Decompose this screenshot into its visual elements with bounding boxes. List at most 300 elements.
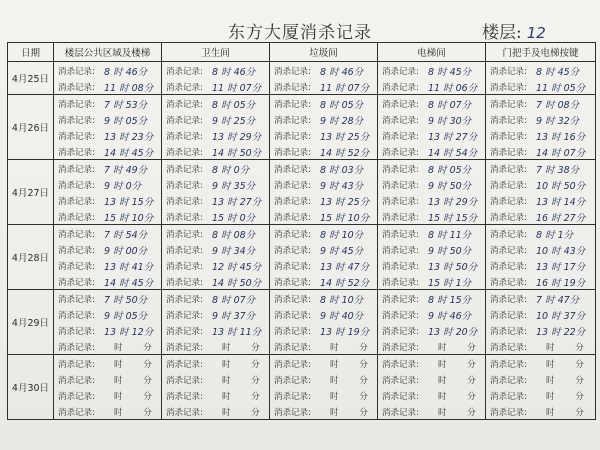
record-time: 7 时 47分: [536, 295, 580, 306]
record-time: 9 时 05分: [104, 311, 148, 322]
record-label: 消杀记录:: [490, 246, 527, 256]
record-time-blank: 时 分: [114, 360, 152, 370]
record-label: 消杀记录:: [490, 230, 527, 240]
record-label: 消杀记录:: [490, 67, 527, 77]
record-entry: [270, 290, 377, 306]
record-time: 9 时 35分: [212, 181, 256, 192]
record-label: 消杀记录:: [166, 197, 203, 207]
record-cell: [270, 95, 378, 160]
record-time: 8 时 0分: [212, 165, 250, 176]
record-label: 消杀记录:: [274, 262, 311, 272]
record-time: 13 时 29分: [428, 197, 478, 208]
record-time: 13 时 11分: [212, 327, 262, 338]
record-entry: [54, 176, 161, 192]
record-label: 消杀记录:: [382, 295, 419, 305]
date-cell: 4月29日: [8, 290, 54, 355]
record-entry: [486, 241, 595, 257]
record-label: 消杀记录:: [490, 100, 527, 110]
record-time: 7 时 49分: [104, 165, 148, 176]
record-entry: [486, 338, 595, 354]
record-entry: [486, 62, 595, 78]
record-time-blank: 时 分: [330, 343, 368, 353]
record-label: 消杀记录:: [490, 376, 527, 386]
record-entry: [486, 208, 595, 224]
record-time: 11 时 06分: [428, 83, 478, 94]
record-label: 消杀记录:: [58, 67, 95, 77]
disinfection-table: [7, 42, 596, 420]
record-entry: [162, 176, 269, 192]
record-entry: [378, 160, 485, 176]
record-label: 消杀记录:: [490, 278, 527, 288]
record-entry: [378, 95, 485, 111]
record-entry: [486, 322, 595, 338]
record-label: 消杀记录:: [274, 67, 311, 77]
record-time: 8 时 46分: [212, 67, 256, 78]
record-time: 9 时 46分: [428, 311, 472, 322]
record-time: 14 时 45分: [104, 278, 154, 289]
record-time: 8 时 1分: [536, 230, 574, 241]
record-time: 11 时 07分: [212, 83, 262, 94]
record-entry: [486, 290, 595, 306]
record-label: 消杀记录:: [274, 181, 311, 191]
record-time: 16 时 27分: [536, 213, 586, 224]
record-label: 消杀记录:: [274, 148, 311, 158]
record-time: 13 时 25分: [320, 132, 370, 143]
record-label: 消杀记录:: [166, 295, 203, 305]
day-block: [8, 160, 596, 225]
record-entry: [162, 208, 269, 224]
record-entry: [378, 290, 485, 306]
record-entry: [486, 160, 595, 176]
record-label: 消杀记录:: [58, 311, 95, 321]
record-label: 消杀记录:: [274, 376, 311, 386]
record-label: 消杀记录:: [166, 408, 203, 418]
record-time: 9 时 32分: [536, 116, 580, 127]
record-label: 消杀记录:: [166, 278, 203, 288]
record-entry: [270, 257, 377, 273]
record-entry: [270, 111, 377, 127]
record-label: 消杀记录:: [490, 392, 527, 402]
record-label: 消杀记录:: [166, 116, 203, 126]
record-label: 消杀记录:: [490, 262, 527, 272]
record-label: 消杀记录:: [58, 83, 95, 93]
record-label: 消杀记录:: [58, 148, 95, 158]
record-time: 9 时 45分: [320, 246, 364, 257]
record-entry: [54, 225, 161, 241]
record-label: 消杀记录:: [166, 230, 203, 240]
record-time: 8 时 07分: [212, 295, 256, 306]
record-label: 消杀记录:: [166, 262, 203, 272]
record-time: 9 时 50分: [428, 181, 472, 192]
record-time: 9 时 30分: [428, 116, 472, 127]
record-time: 15 时 15分: [428, 213, 478, 224]
record-cell: [378, 95, 486, 160]
record-label: 消杀记录:: [274, 83, 311, 93]
record-time: 15 时 10分: [104, 213, 154, 224]
record-time: 8 时 46分: [104, 67, 148, 78]
record-label: 消杀记录:: [166, 376, 203, 386]
record-time-blank: 时 分: [546, 376, 584, 386]
day-block: [8, 95, 596, 160]
record-label: 消杀记录:: [58, 132, 95, 142]
record-entry: [54, 160, 161, 176]
record-time: 15 时 0分: [212, 213, 256, 224]
record-time: 9 时 28分: [320, 116, 364, 127]
record-entry: [162, 192, 269, 208]
record-time: 13 时 27分: [212, 197, 262, 208]
record-time: 13 时 16分: [536, 132, 586, 143]
record-time: 13 时 23分: [104, 132, 154, 143]
record-entry: [162, 306, 269, 322]
header-garbage-room: 垃圾间: [270, 43, 378, 62]
record-time-blank: 时 分: [546, 360, 584, 370]
record-time: 8 时 46分: [320, 67, 364, 78]
record-label: 消杀记录:: [382, 148, 419, 158]
record-time-blank: 时 分: [546, 343, 584, 353]
record-time: 8 时 10分: [320, 230, 364, 241]
record-entry: [270, 192, 377, 208]
record-entry: [270, 371, 377, 387]
record-entry: [54, 192, 161, 208]
record-time-blank: 时 分: [330, 376, 368, 386]
record-time: 16 时 19分: [536, 278, 586, 289]
record-time: 14 时 54分: [428, 148, 478, 159]
record-label: 消杀记录:: [166, 327, 203, 337]
record-entry: [270, 127, 377, 143]
record-label: 消杀记录:: [490, 132, 527, 142]
floor-label: 楼层:: [482, 23, 522, 43]
record-entry: [54, 338, 161, 354]
record-label: 消杀记录:: [166, 148, 203, 158]
record-label: 消杀记录:: [382, 311, 419, 321]
record-time: 7 时 53分: [104, 100, 148, 111]
record-entry: [378, 192, 485, 208]
record-entry: [270, 95, 377, 111]
record-entry: [162, 78, 269, 94]
record-time-blank: 时 分: [222, 360, 260, 370]
record-entry: [378, 387, 485, 403]
record-cell: [162, 160, 270, 225]
record-label: 消杀记录:: [382, 100, 419, 110]
record-entry: [270, 176, 377, 192]
record-time-blank: 时 分: [114, 343, 152, 353]
day-block: [8, 355, 596, 420]
record-time: 15 时 10分: [320, 213, 370, 224]
record-entry: [54, 143, 161, 159]
record-cell: [54, 62, 162, 95]
record-label: 消杀记录:: [58, 165, 95, 175]
record-entry: [270, 273, 377, 289]
record-time-blank: 时 分: [330, 408, 368, 418]
record-time-blank: 时 分: [222, 392, 260, 402]
record-time: 9 时 00分: [104, 246, 148, 257]
record-label: 消杀记录:: [274, 116, 311, 126]
record-entry: [54, 78, 161, 94]
record-time: 8 时 45分: [428, 67, 472, 78]
record-entry: [378, 355, 485, 371]
record-entry: [378, 143, 485, 159]
record-time-blank: 时 分: [114, 408, 152, 418]
record-label: 消杀记录:: [166, 67, 203, 77]
record-label: 消杀记录:: [166, 83, 203, 93]
record-entry: [162, 322, 269, 338]
record-time: 10 时 50分: [536, 181, 586, 192]
record-entry: [54, 241, 161, 257]
record-label: 消杀记录:: [58, 343, 95, 353]
floor-value: 12: [523, 24, 550, 43]
record-entry: [486, 257, 595, 273]
record-entry: [54, 290, 161, 306]
record-label: 消杀记录:: [382, 360, 419, 370]
record-entry: [54, 111, 161, 127]
record-entry: [378, 403, 485, 419]
record-entry: [54, 62, 161, 78]
record-label: 消杀记录:: [58, 213, 95, 223]
record-entry: [162, 127, 269, 143]
record-time: 9 时 37分: [212, 311, 256, 322]
record-time: 14 时 50分: [212, 148, 262, 159]
record-entry: [54, 371, 161, 387]
record-label: 消杀记录:: [166, 100, 203, 110]
record-time-blank: 时 分: [222, 376, 260, 386]
record-cell: [270, 355, 378, 420]
record-entry: [486, 355, 595, 371]
record-time: 8 时 05分: [428, 165, 472, 176]
record-entry: [162, 371, 269, 387]
record-label: 消杀记录:: [166, 246, 203, 256]
record-label: 消杀记录:: [382, 181, 419, 191]
record-time: 12 时 45分: [212, 262, 262, 273]
record-label: 消杀记录:: [58, 262, 95, 272]
record-label: 消杀记录:: [166, 213, 203, 223]
record-time: 9 时 25分: [212, 116, 256, 127]
record-label: 消杀记录:: [274, 278, 311, 288]
record-entry: [270, 387, 377, 403]
record-entry: [270, 143, 377, 159]
page-title: 东方大厦消杀记录: [228, 23, 372, 43]
record-label: 消杀记录:: [58, 295, 95, 305]
record-cell: [54, 225, 162, 290]
record-time-blank: 时 分: [114, 392, 152, 402]
record-cell: [486, 225, 596, 290]
record-time: 9 时 40分: [320, 311, 364, 322]
record-time: 8 时 05分: [212, 100, 256, 111]
day-block: [8, 225, 596, 290]
record-cell: [378, 160, 486, 225]
record-label: 消杀记录:: [382, 343, 419, 353]
record-label: 消杀记录:: [58, 278, 95, 288]
record-time-blank: 时 分: [546, 408, 584, 418]
record-label: 消杀记录:: [166, 165, 203, 175]
record-label: 消杀记录:: [274, 311, 311, 321]
record-label: 消杀记录:: [490, 116, 527, 126]
record-entry: [54, 95, 161, 111]
record-time-blank: 时 分: [330, 360, 368, 370]
record-entry: [270, 241, 377, 257]
record-time: 13 时 20分: [428, 327, 478, 338]
record-entry: [162, 111, 269, 127]
record-time-blank: 时 分: [438, 392, 476, 402]
record-entry: [270, 355, 377, 371]
record-label: 消杀记录:: [274, 132, 311, 142]
record-cell: [270, 160, 378, 225]
record-label: 消杀记录:: [490, 165, 527, 175]
record-label: 消杀记录:: [274, 408, 311, 418]
record-entry: [54, 257, 161, 273]
record-time-blank: 时 分: [438, 376, 476, 386]
header-handles-buttons: 门把手及电梯按键: [486, 43, 596, 62]
record-label: 消杀记录:: [274, 246, 311, 256]
record-label: 消杀记录:: [58, 181, 95, 191]
record-cell: [162, 290, 270, 355]
record-label: 消杀记录:: [274, 343, 311, 353]
record-cell: [54, 355, 162, 420]
record-label: 消杀记录:: [274, 360, 311, 370]
record-cell: [378, 62, 486, 95]
record-time: 15 时 1分: [428, 278, 472, 289]
record-entry: [54, 403, 161, 419]
record-entry: [486, 127, 595, 143]
record-entry: [378, 176, 485, 192]
record-time: 7 时 38分: [536, 165, 580, 176]
record-label: 消杀记录:: [58, 360, 95, 370]
record-time: 7 时 08分: [536, 100, 580, 111]
record-cell: [162, 62, 270, 95]
record-entry: [162, 387, 269, 403]
record-label: 消杀记录:: [274, 197, 311, 207]
record-label: 消杀记录:: [382, 278, 419, 288]
record-time: 8 时 15分: [428, 295, 472, 306]
record-time: 10 时 43分: [536, 246, 586, 257]
record-entry: [378, 111, 485, 127]
record-entry: [486, 306, 595, 322]
record-label: 消杀记录:: [58, 100, 95, 110]
record-cell: [162, 355, 270, 420]
record-entry: [270, 338, 377, 354]
record-label: 消杀记录:: [58, 392, 95, 402]
record-label: 消杀记录:: [274, 327, 311, 337]
record-entry: [486, 143, 595, 159]
record-entry: [270, 208, 377, 224]
record-entry: [162, 95, 269, 111]
record-time: 13 时 41分: [104, 262, 154, 273]
record-time: 9 时 34分: [212, 246, 256, 257]
record-time: 11 时 05分: [536, 83, 586, 94]
record-entry: [162, 403, 269, 419]
record-label: 消杀记录:: [166, 181, 203, 191]
record-entry: [162, 160, 269, 176]
record-entry: [162, 143, 269, 159]
record-time: 10 时 37分: [536, 311, 586, 322]
record-entry: [162, 257, 269, 273]
record-label: 消杀记录:: [490, 343, 527, 353]
record-entry: [378, 322, 485, 338]
record-label: 消杀记录:: [58, 376, 95, 386]
record-label: 消杀记录:: [490, 408, 527, 418]
record-entry: [378, 62, 485, 78]
record-cell: [162, 225, 270, 290]
day-block: [8, 62, 596, 95]
record-cell: [486, 95, 596, 160]
floor-field: [482, 18, 550, 43]
record-cell: [54, 95, 162, 160]
record-label: 消杀记录:: [166, 392, 203, 402]
record-label: 消杀记录:: [490, 360, 527, 370]
record-label: 消杀记录:: [490, 148, 527, 158]
record-label: 消杀记录:: [274, 230, 311, 240]
record-label: 消杀记录:: [490, 213, 527, 223]
record-entry: [486, 371, 595, 387]
record-label: 消杀记录:: [490, 311, 527, 321]
record-entry: [378, 371, 485, 387]
record-time: 13 时 15分: [104, 197, 154, 208]
record-entry: [486, 273, 595, 289]
record-time: 13 时 12分: [104, 327, 154, 338]
record-entry: [486, 387, 595, 403]
record-cell: [486, 355, 596, 420]
record-label: 消杀记录:: [382, 246, 419, 256]
record-entry: [378, 257, 485, 273]
record-time-blank: 时 分: [438, 343, 476, 353]
record-cell: [54, 290, 162, 355]
record-entry: [378, 306, 485, 322]
record-label: 消杀记录:: [58, 408, 95, 418]
record-time: 14 时 52分: [320, 278, 370, 289]
record-entry: [486, 192, 595, 208]
record-label: 消杀记录:: [166, 343, 203, 353]
record-time: 14 时 07分: [536, 148, 586, 159]
record-time: 9 时 0分: [104, 181, 142, 192]
record-time: 14 时 52分: [320, 148, 370, 159]
record-cell: [486, 160, 596, 225]
record-time: 13 时 14分: [536, 197, 586, 208]
record-label: 消杀记录:: [274, 213, 311, 223]
record-entry: [54, 273, 161, 289]
record-time: 14 时 45分: [104, 148, 154, 159]
record-cell: [54, 160, 162, 225]
header-public-area: 楼层公共区域及楼梯: [54, 43, 162, 62]
record-label: 消杀记录:: [274, 295, 311, 305]
record-cell: [270, 290, 378, 355]
record-time: 8 时 03分: [320, 165, 364, 176]
record-entry: [378, 241, 485, 257]
record-label: 消杀记录:: [382, 132, 419, 142]
date-cell: 4月26日: [8, 95, 54, 160]
record-label: 消杀记录:: [382, 116, 419, 126]
record-time-blank: 时 分: [222, 343, 260, 353]
record-time: 8 时 05分: [320, 100, 364, 111]
record-entry: [486, 111, 595, 127]
record-time: 13 时 17分: [536, 262, 586, 273]
record-entry: [270, 322, 377, 338]
record-label: 消杀记录:: [166, 132, 203, 142]
record-time: 11 时 07分: [320, 83, 370, 94]
record-time: 13 时 50分: [428, 262, 478, 273]
record-entry: [54, 306, 161, 322]
record-label: 消杀记录:: [382, 165, 419, 175]
record-cell: [486, 62, 596, 95]
date-cell: 4月25日: [8, 62, 54, 95]
record-entry: [270, 306, 377, 322]
record-label: 消杀记录:: [382, 376, 419, 386]
record-entry: [486, 78, 595, 94]
record-entry: [54, 322, 161, 338]
record-cell: [378, 225, 486, 290]
record-cell: [378, 290, 486, 355]
record-time: 13 时 27分: [428, 132, 478, 143]
record-label: 消杀记录:: [58, 246, 95, 256]
record-entry: [378, 338, 485, 354]
